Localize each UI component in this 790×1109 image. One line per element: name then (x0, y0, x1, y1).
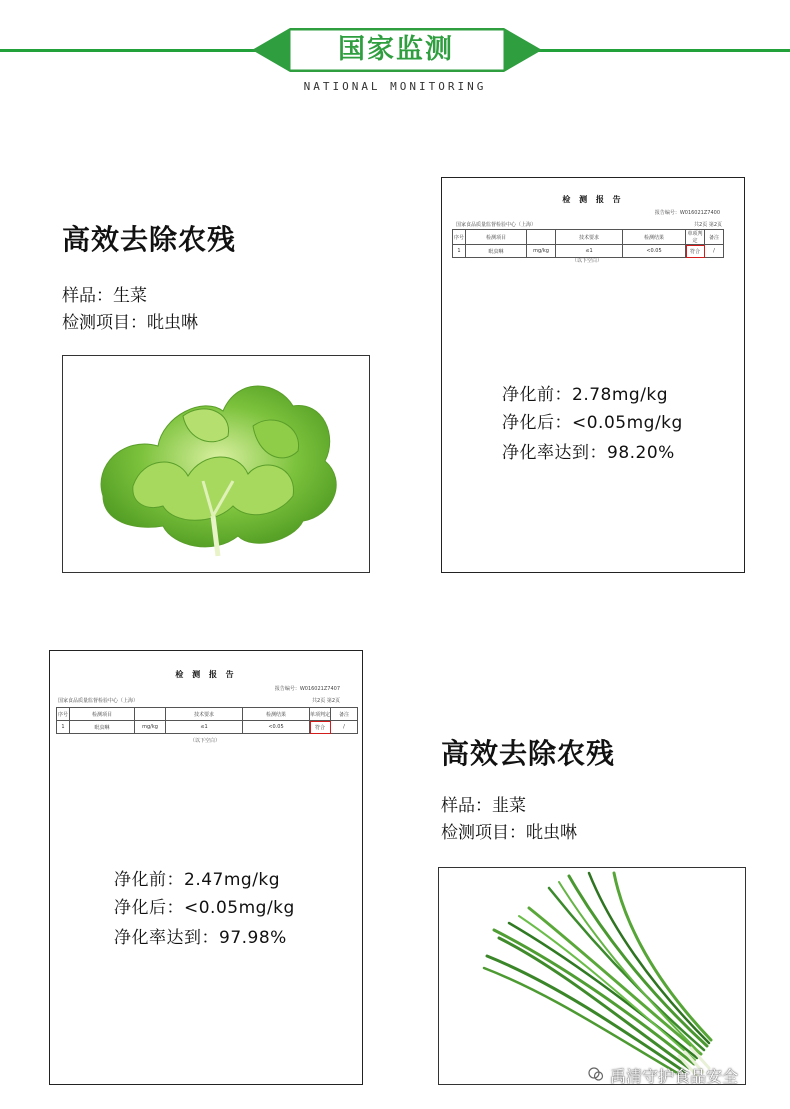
col-unit (527, 230, 556, 245)
cell: 1 (57, 721, 70, 734)
col-index: 序号 (453, 230, 466, 245)
cell: 1 (453, 245, 466, 258)
cell: 吡虫啉 (70, 721, 135, 734)
cell: <0.05 (623, 245, 686, 258)
col-requirement: 技术要求 (166, 708, 243, 721)
section2-photo (438, 867, 746, 1085)
section2-headline: 高效去除农残 (441, 737, 616, 770)
header-subtitle: NATIONAL MONITORING (303, 80, 487, 93)
col-item: 检测项目 (70, 708, 135, 721)
col-unit (135, 708, 166, 721)
report-title: 检 测 报 告 (562, 195, 624, 204)
section1-info (62, 283, 198, 337)
report-before: 净化前：2.47mg/kg (114, 870, 281, 890)
report-rate: 净化率达到：97.98% (114, 928, 287, 948)
report-org: 国家食品质量监督检验中心（上海） (58, 698, 139, 704)
cell: 吡虫啉 (466, 245, 527, 258)
cell: ≤1 (166, 721, 243, 734)
col-item: 检测项目 (466, 230, 527, 245)
col-note: 备注 (331, 708, 358, 721)
col-index: 序号 (57, 708, 70, 721)
section2-item: 检测项目：吡虫啉 (441, 823, 577, 843)
cell: ≤1 (556, 245, 623, 258)
section1-item: 检测项目：吡虫啉 (62, 313, 198, 333)
section2-info (441, 793, 577, 847)
report-title: 检 测 报 告 (175, 670, 237, 679)
col-result: 检测结果 (243, 708, 310, 721)
report-table-header (57, 708, 358, 721)
section2-sample: 样品：韭菜 (441, 796, 526, 816)
report-end-note: （以下空白） (190, 738, 221, 744)
chives-illustration (439, 868, 745, 1084)
col-result: 检测结果 (623, 230, 686, 245)
header-line-right (532, 49, 790, 52)
section1-sample: 样品：生菜 (62, 286, 147, 306)
report-number: 报告编号：W016021Z7407 (274, 686, 340, 692)
cell: <0.05 (243, 721, 310, 734)
report-rate: 净化率达到：98.20% (502, 443, 675, 463)
wechat-icon (588, 1066, 604, 1082)
col-judgement: 单项判定 (687, 231, 703, 244)
cell: mg/kg (135, 721, 166, 734)
section1-photo (62, 355, 370, 573)
judgement-cell: 符合 (686, 245, 705, 258)
report-table-header (453, 230, 724, 245)
judgement-cell: 符合 (310, 721, 331, 734)
cell: / (705, 245, 724, 258)
report-number: 报告编号：W016021Z7400 (654, 210, 720, 216)
section1-headline: 高效去除农残 (62, 223, 237, 256)
report-org: 国家食品质量监督检验中心（上海） (456, 222, 537, 228)
header-title: 国家监测 (338, 34, 454, 65)
col-note: 备注 (705, 230, 724, 245)
cell: / (331, 721, 358, 734)
report-end-note: （以下空白） (572, 258, 603, 264)
report-before: 净化前：2.78mg/kg (502, 385, 669, 405)
section2-report (49, 650, 363, 1085)
col-requirement: 技术要求 (556, 230, 623, 245)
report-after: 净化后：<0.05mg/kg (502, 413, 683, 433)
cell: mg/kg (527, 245, 556, 258)
report-table (56, 707, 358, 734)
table-row (453, 245, 724, 258)
report-table (452, 229, 724, 258)
section1-report (441, 177, 745, 573)
lettuce-illustration (63, 356, 369, 572)
report-after: 净化后：<0.05mg/kg (114, 898, 295, 918)
report-page: 共2页 第2页 (694, 222, 722, 228)
report-page: 共2页 第2页 (312, 698, 340, 704)
col-judgement: 单项判定 (310, 708, 331, 721)
watermark-text: 禹清守护食品安全 (610, 1067, 739, 1086)
table-row (57, 721, 358, 734)
header-line-left (0, 49, 260, 52)
